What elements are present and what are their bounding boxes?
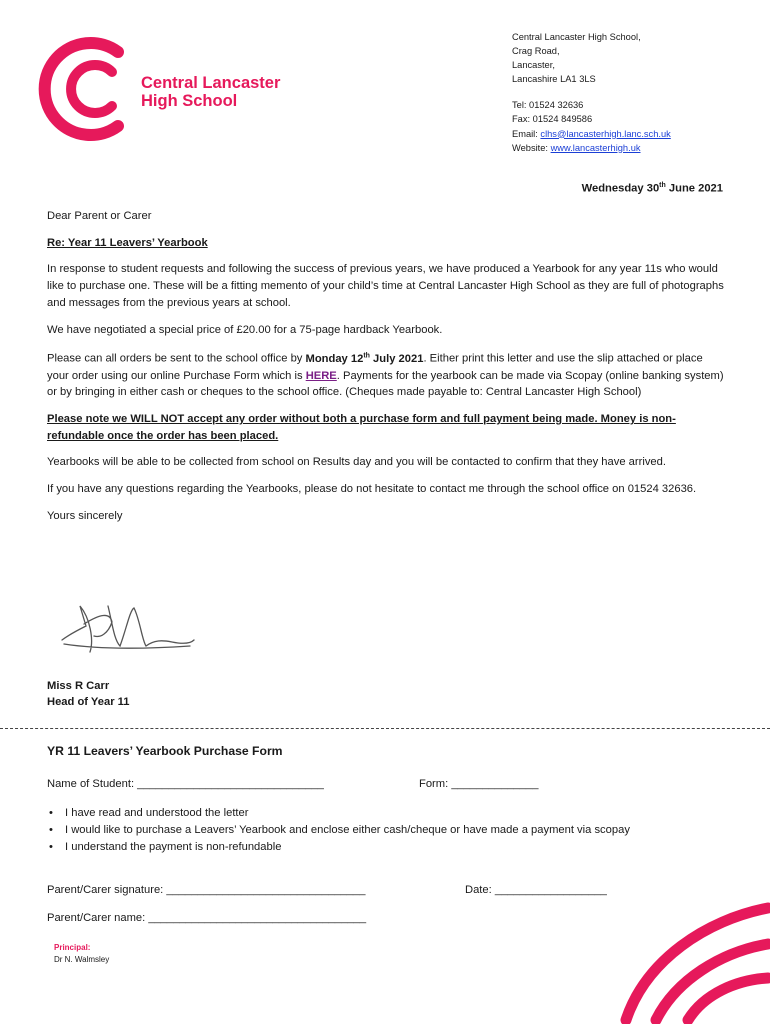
paragraph-price: We have negotiated a special price of £20.00 for a 75-page hardback Yearbook. — [47, 323, 443, 336]
date-field[interactable]: Date: __________________ — [465, 884, 607, 896]
signer-block — [47, 679, 130, 710]
purchase-form-link[interactable]: HERE — [305, 369, 337, 382]
form-title: YR 11 Leavers’ Yearbook Purchase Form — [47, 744, 283, 758]
signer-name: Miss R Carr — [47, 680, 110, 692]
school-name-line2: High School — [141, 92, 238, 110]
ordering-text: . Payments for the yearbook can be made via Scopay (online banking system) or by bringing in either cash or cheques to the school office. (Cheques made payable to: Central Lancaster High School) — [47, 369, 724, 399]
letter-body — [47, 208, 727, 535]
date-suffix: th — [659, 182, 666, 189]
list-item: • I have read and understood the letter — [65, 805, 630, 822]
letter-date — [582, 182, 723, 195]
principal-block — [54, 942, 109, 966]
date-day: Wednesday 30 — [581, 182, 660, 195]
school-name-line1: Central Lancaster — [141, 74, 281, 92]
parent-name-field[interactable]: Parent/Carer name: ___________________________________ — [47, 912, 367, 924]
principal-name: Dr N. Walmsley — [54, 955, 110, 964]
principal-label: Principal: — [54, 943, 91, 952]
website-label: Website: — [512, 142, 551, 153]
deadline-day: Monday 12 — [305, 352, 364, 365]
telephone: Tel: 01524 32636 — [512, 100, 584, 111]
list-item: • I would like to purchase a Leavers’ Yearbook and enclose either cash/cheque or have made a payment via scopay — [65, 822, 630, 839]
school-address — [512, 30, 671, 155]
paragraph-intro: In response to student requests and following the success of previous years, we have produced a Yearbook for any year 11s who would like to purchase one. These will be a fitting memento of your child’s time at Central Lancaster High School as they are full of photographs and messages from the previous years at school. — [47, 263, 724, 309]
warning-notice: Please note we WILL NOT accept any order without both a purchase form and full payment being made. Money is non-refundable once the order has been placed. — [47, 413, 676, 442]
signer-title: Head of Year 11 — [47, 695, 130, 708]
website-row — [512, 141, 671, 155]
school-logo-mark-icon — [34, 34, 134, 144]
closing: Yours sincerely — [47, 509, 123, 522]
paragraph-collection: Yearbooks will be able to be collected from school on Results day and you will be contacted to confirm that they have arrived. — [47, 456, 666, 469]
school-logo — [34, 34, 294, 144]
deadline-rest: July 2021 — [369, 352, 424, 365]
form-group-field[interactable]: Form: ______________ — [419, 778, 539, 790]
student-name-field[interactable]: Name of Student: ______________________________ — [47, 778, 324, 790]
email-link[interactable]: clhs@lancasterhigh.lanc.sch.uk — [540, 128, 671, 139]
deadline-suffix: th — [363, 352, 370, 360]
subject-line: Re: Year 11 Leavers’ Yearbook — [47, 236, 208, 249]
paragraph-contact: If you have any questions regarding the Yearbooks, please do not hesitate to contact me through the school office on 01524 32636. — [47, 483, 697, 496]
email-row — [512, 127, 671, 141]
salutation: Dear Parent or Carer — [47, 210, 152, 222]
ordering-text: . Either print this letter and use the slip attached or place your order using our online Purchase Form which is — [47, 352, 703, 382]
declaration-list — [47, 805, 630, 856]
website-link[interactable]: www.lancasterhigh.uk — [550, 142, 641, 153]
deadline-date — [306, 353, 424, 365]
list-item: • I understand the payment is non-refundable — [65, 839, 630, 856]
school-name — [141, 74, 280, 110]
ordering-text: Please can all orders be sent to the school office by — [47, 352, 306, 365]
address-line: Lancashire LA1 3LS — [512, 74, 596, 85]
paragraph-ordering — [47, 348, 727, 401]
cut-line-divider — [0, 728, 770, 729]
address-line: Central Lancaster High School, — [512, 32, 641, 42]
date-rest: June 2021 — [665, 182, 723, 195]
address-line: Crag Road, — [512, 46, 560, 57]
fax: Fax: 01524 849586 — [512, 114, 593, 125]
parent-signature-field[interactable]: Parent/Carer signature: ________________________________ — [47, 884, 366, 896]
address-line: Lancaster, — [512, 60, 555, 71]
handwritten-signature — [60, 600, 200, 660]
corner-arc-decoration-icon — [616, 890, 770, 1024]
email-label: Email: — [512, 128, 541, 139]
